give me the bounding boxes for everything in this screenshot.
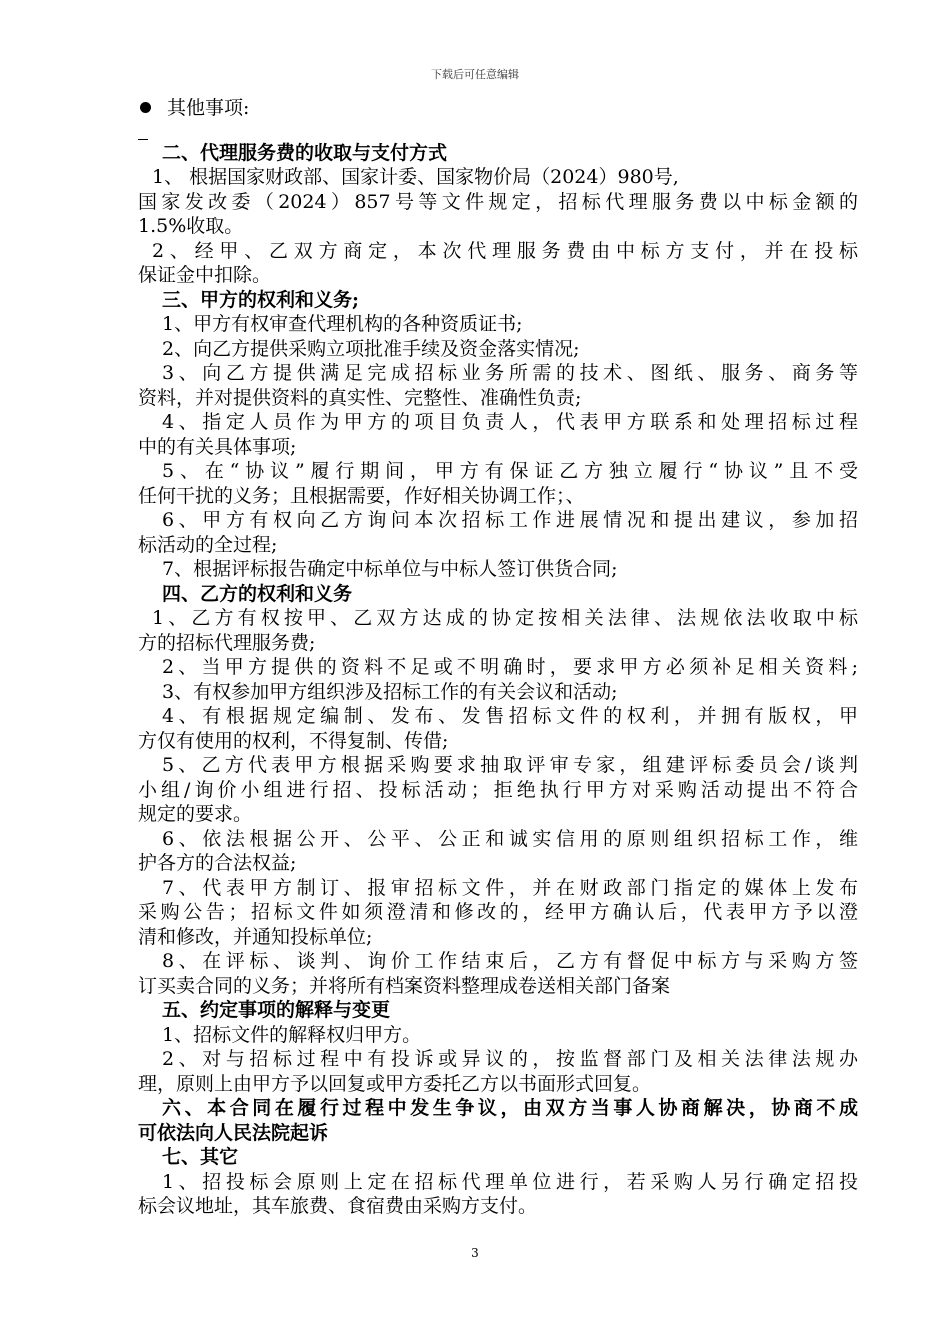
text-line: 5、在“协议”履行期间，甲方有保证乙方独立履行“协议”且不受 [162, 460, 858, 482]
section-heading: 七、其它 [162, 1146, 239, 1168]
text-line: 任何干扰的义务；且根据需要，作好相关协调工作；、 [138, 484, 585, 507]
paragraph-lines [138, 141, 858, 1219]
text-line: 方的招标代理服务费; [138, 631, 316, 654]
document-body [138, 96, 858, 1219]
text-line: 7、代表甲方制订、报审招标文件，并在财政部门指定的媒体上发布 [162, 876, 858, 899]
text-line: 订买卖合同的义务；并将所有档案资料整理成卷送相关部门备案 [138, 974, 671, 997]
text-line: 小组/询价小组进行招、投标活动；拒绝执行甲方对采购活动提出不符合 [138, 778, 858, 801]
text-line: 8、在评标、谈判、询价工作结束后，乙方有督促中标方与采购方签 [162, 950, 858, 972]
page-header: 下载后可任意编辑 [431, 68, 519, 81]
bullet-icon [140, 102, 151, 113]
text-line: 4、有根据规定编制、发布、发售招标文件的权利，并拥有版权，甲 [162, 705, 858, 727]
text-line: 保证金中扣除。 [138, 264, 272, 286]
text-line: 7、根据评标报告确定中标单位与中标人签订供货合同; [162, 558, 618, 580]
text-line: 1.5%收取。 [138, 215, 244, 237]
section-heading: 三、甲方的权利和义务; [162, 288, 360, 311]
text-line: 6、甲方有权向乙方询问本次招标工作进展情况和提出建议，参加招 [162, 509, 858, 531]
text-line: 护各方的合法权益; [138, 852, 297, 874]
section-heading: 可依法向人民法院起诉 [138, 1121, 329, 1144]
text-line: 2、对与招标过程中有投诉或异议的，按监督部门及相关法律法规办 [162, 1048, 858, 1070]
dash-mark [138, 139, 148, 140]
text-line: 中的有关具体事项; [138, 435, 297, 458]
text-line: 1、乙方有权按甲、乙双方达成的协定按相关法律、法规依法收取中标 [152, 607, 858, 629]
text-line: 理，原则上由甲方予以回复或甲方委托乙方以书面形式回复。 [138, 1072, 652, 1095]
text-line: 1、甲方有权审查代理机构的各种资质证书; [162, 313, 523, 335]
text-line: 清和修改，并通知投标单位; [138, 925, 373, 948]
bullet-item [138, 96, 858, 121]
section-heading: 四、乙方的权利和义务 [162, 582, 353, 605]
text-line: 1、招标文件的解释权归甲方。 [162, 1023, 422, 1046]
section-heading: 六、本合同在履行过程中发生争议，由双方当事人协商解决，协商不成 [162, 1097, 858, 1119]
text-line: 规定的要求。 [138, 803, 253, 825]
text-line: 标活动的全过程; [138, 533, 278, 556]
text-line: 5、乙方代表甲方根据采购要求抽取评审专家，组建评标委员会/谈判 [162, 754, 858, 776]
text-line: 6、依法根据公开、公平、公正和诚实信用的原则组织招标工作，维 [162, 827, 858, 850]
text-line: 采购公告；招标文件如须澄清和修改的，经甲方确认后，代表甲方予以澄 [138, 901, 858, 923]
text-line: 国家发改委（2024）857号等文件规定，招标代理服务费以中标金额的 [138, 190, 858, 213]
text-line: 2、经甲、乙双方商定，本次代理服务费由中标方支付，并在投标 [152, 239, 858, 262]
text-line: 4、指定人员作为甲方的项目负责人，代表甲方联系和处理招标过程 [162, 411, 858, 433]
section-heading: 二、代理服务费的收取与支付方式 [162, 141, 448, 164]
bullet-item-text: 其他事项: [167, 97, 250, 119]
text-line: 1、招投标会原则上定在招标代理单位进行，若采购人另行确定招投 [162, 1170, 858, 1193]
text-line: 方仅有使用的权利，不得复制、传借; [138, 729, 449, 752]
text-line: 1、 根据国家财政部、国家计委、国家物价局（2024）980号, [152, 166, 679, 188]
text-line: 3、有权参加甲方组织涉及招标工作的有关会议和活动; [162, 680, 618, 703]
text-line: 3、向乙方提供满足完成招标业务所需的技术、图纸、服务、商务等 [162, 362, 858, 384]
text-line: 2、当甲方提供的资料不足或不明确时，要求甲方必须补足相关资料; [162, 656, 858, 678]
text-line: 2、向乙方提供采购立项批准手续及资金落实情况; [162, 337, 580, 360]
section-heading: 五、约定事项的解释与变更 [162, 999, 391, 1021]
page-number: 3 [471, 1246, 479, 1260]
text-line: 标会议地址，其车旅费、食宿费由采购方支付。 [138, 1195, 538, 1217]
text-line: 资料，并对提供资料的真实性、完整性、准确性负责; [138, 386, 582, 409]
